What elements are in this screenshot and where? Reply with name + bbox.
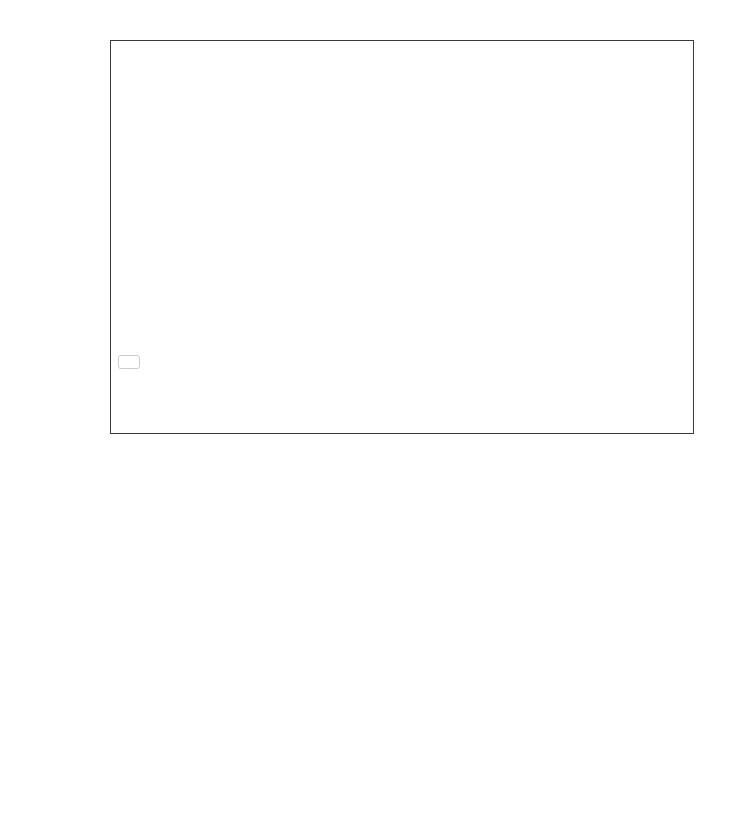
plot-area <box>110 40 694 434</box>
legend <box>118 355 140 369</box>
chart-canvas <box>111 41 693 433</box>
